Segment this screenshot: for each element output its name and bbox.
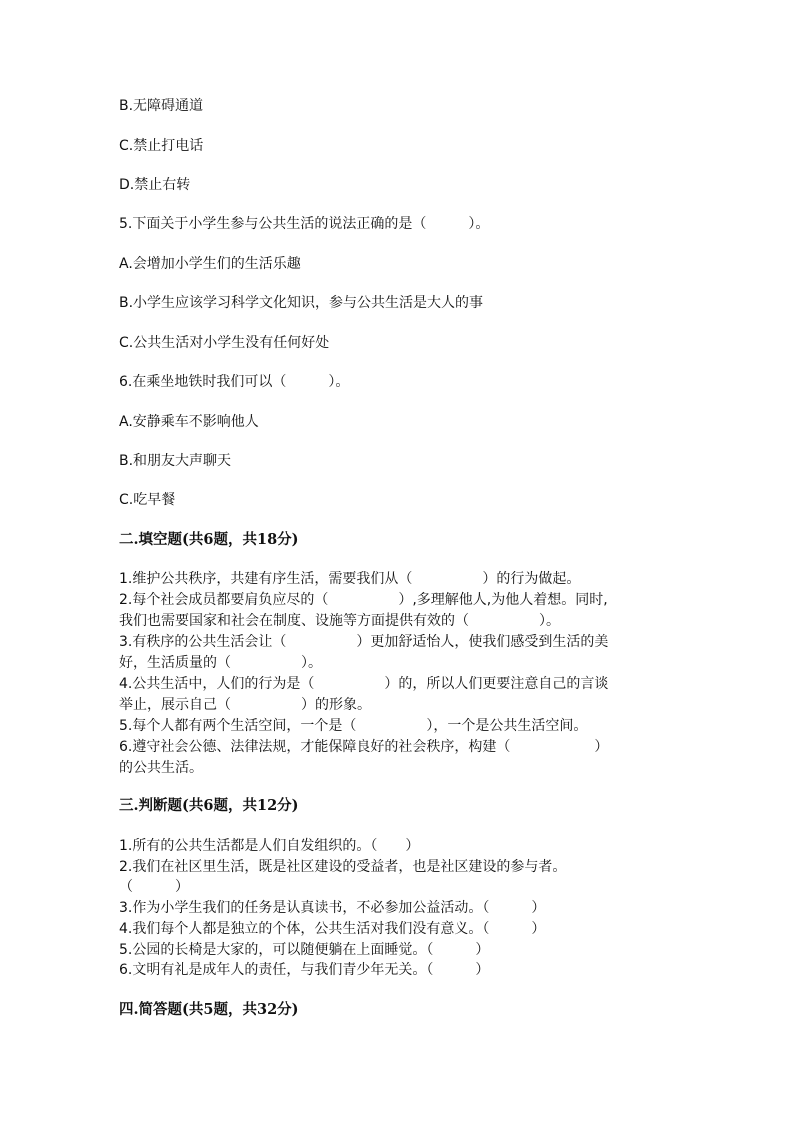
fill-line: 举止，展示自己（ ）的形象。 [119,697,371,713]
q5-stem: 5.下面关于小学生参与公共生活的说法正确的是（ ）。 [119,216,490,232]
judge-line: 2.我们在社区里生活，既是社区建设的受益者，也是社区建设的参与者。 [119,859,567,875]
judge-line: （ ） [119,879,189,895]
judge-line: 4.我们每个人都是独立的个体，公共生活对我们没有意义。（ ） [119,921,546,937]
fill-line: 2.每个社会成员都要肩负应尽的（ ）,多理解他人,为他人着想。同时, [119,592,608,608]
judge-line: 1.所有的公共生活都是人们自发组织的。（ ） [119,838,420,854]
q5-option-b: B.小学生应该学习科学文化知识，参与公共生活是大人的事 [119,295,484,311]
q5-option-c: C.公共生活对小学生没有任何好处 [119,335,330,351]
q6-option-c: C.吃早餐 [119,492,176,508]
judge-line: 6.文明有礼是成年人的责任，与我们青少年无关。（ ） [119,962,490,978]
q4-option-d: D.禁止右转 [119,177,191,193]
q6-option-a: A.安静乘车不影响他人 [119,414,259,430]
q5-option-a: A.会增加小学生们的生活乐趣 [119,256,301,272]
section4-heading: 四.简答题(共5题，共32分) [119,1001,299,1018]
judge-line: 3.作为小学生我们的任务是认真读书，不必参加公益活动。（ ） [119,900,546,916]
section3-heading: 三.判断题(共6题，共12分) [119,797,299,814]
q4-option-c: C.禁止打电话 [119,138,204,154]
fill-line: 5.每个人都有两个生活空间，一个是（ ），一个是公共生活空间。 [119,718,588,734]
fill-line: 6.遵守社会公德、法律法规，才能保障良好的社会秩序，构建（ ） [119,739,609,755]
q6-option-b: B.和朋友大声聊天 [119,453,232,469]
fill-line: 4.公共生活中，人们的行为是（ ）的，所以人们更要注意自己的言谈 [119,676,609,692]
judge-line: 5.公园的长椅是大家的，可以随便躺在上面睡觉。（ ） [119,942,490,958]
fill-line: 好，生活质量的（ ）。 [119,655,322,671]
fill-line: 3.有秩序的公共生活会让（ ）更加舒适怡人，使我们感受到生活的美 [119,634,609,650]
section2-heading: 二.填空题(共6题，共18分) [119,531,299,548]
fill-line: 我们也需要国家和社会在制度、设施等方面提供有效的（ ）。 [119,613,560,629]
q4-option-b: B.无障碍通道 [119,98,204,114]
fill-line: 的公共生活。 [119,760,203,776]
fill-line: 1.维护公共秩序，共建有序生活，需要我们从（ ）的行为做起。 [119,571,581,587]
q6-stem: 6.在乘坐地铁时我们可以（ ）。 [119,374,350,390]
